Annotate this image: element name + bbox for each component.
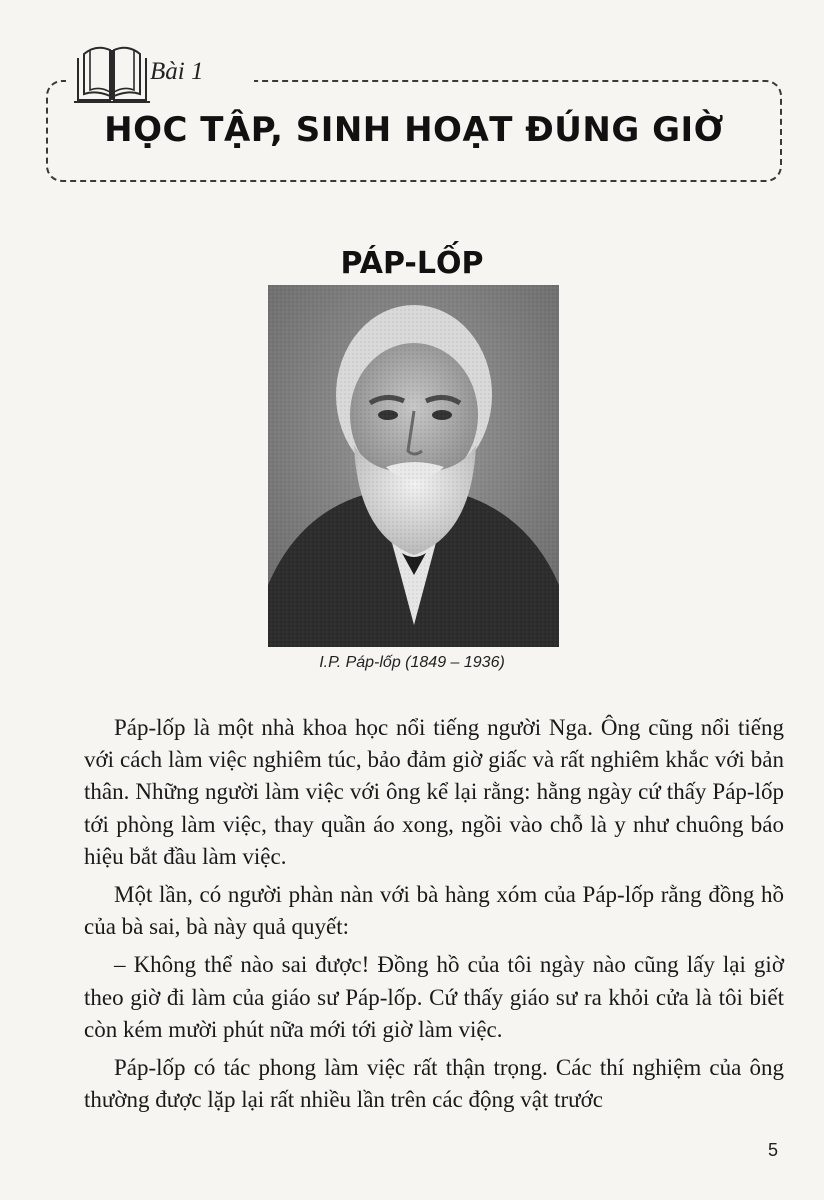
portrait-caption: I.P. Páp-lốp (1849 – 1936) [319,654,505,671]
portrait-photo [268,285,559,647]
paragraph: – Không thể nào sai được! Đồng hồ của tôi ngày nào cũng lấy lại giờ theo giờ đi làm của giáo sư Páp-lốp. Cứ thấy giáo sư ra khỏi cửa là tôi biết còn kém mười phút nữa mới tới giờ làm việc. [84,952,784,1042]
paragraph: Páp-lốp là một nhà khoa học nổi tiếng người Nga. Ông cũng nổi tiếng với cách làm việc nghiêm túc, bảo đảm giờ giấc và rất nghiêm khắc với bản thân. Những người làm việc với ông kể lại rằng: hằng ngày cứ thấy Páp-lốp tới phòng làm việc, thay quần áo xong, ngồi vào chỗ là y như chuông báo hiệu bắt đầu làm việc. [84,715,784,869]
paragraph: Một lần, có người phàn nàn với bà hàng xóm của Páp-lốp rằng đồng hồ của bà sai, bà này quả quyết: [84,882,784,940]
page-number: 5 [768,1140,779,1160]
body-text [84,712,784,1122]
lesson-number: Bài 1 [150,58,204,85]
open-book-icon [72,36,152,108]
section-title: PÁP-LỐP [340,246,484,281]
lesson-title: HỌC TẬP, SINH HOẠT ĐÚNG GIỜ [104,110,724,150]
paragraph: Páp-lốp có tác phong làm việc rất thận trọng. Các thí nghiệm của ông thường được lặp lại rất nhiều lần trên các động vật trước [84,1055,784,1113]
